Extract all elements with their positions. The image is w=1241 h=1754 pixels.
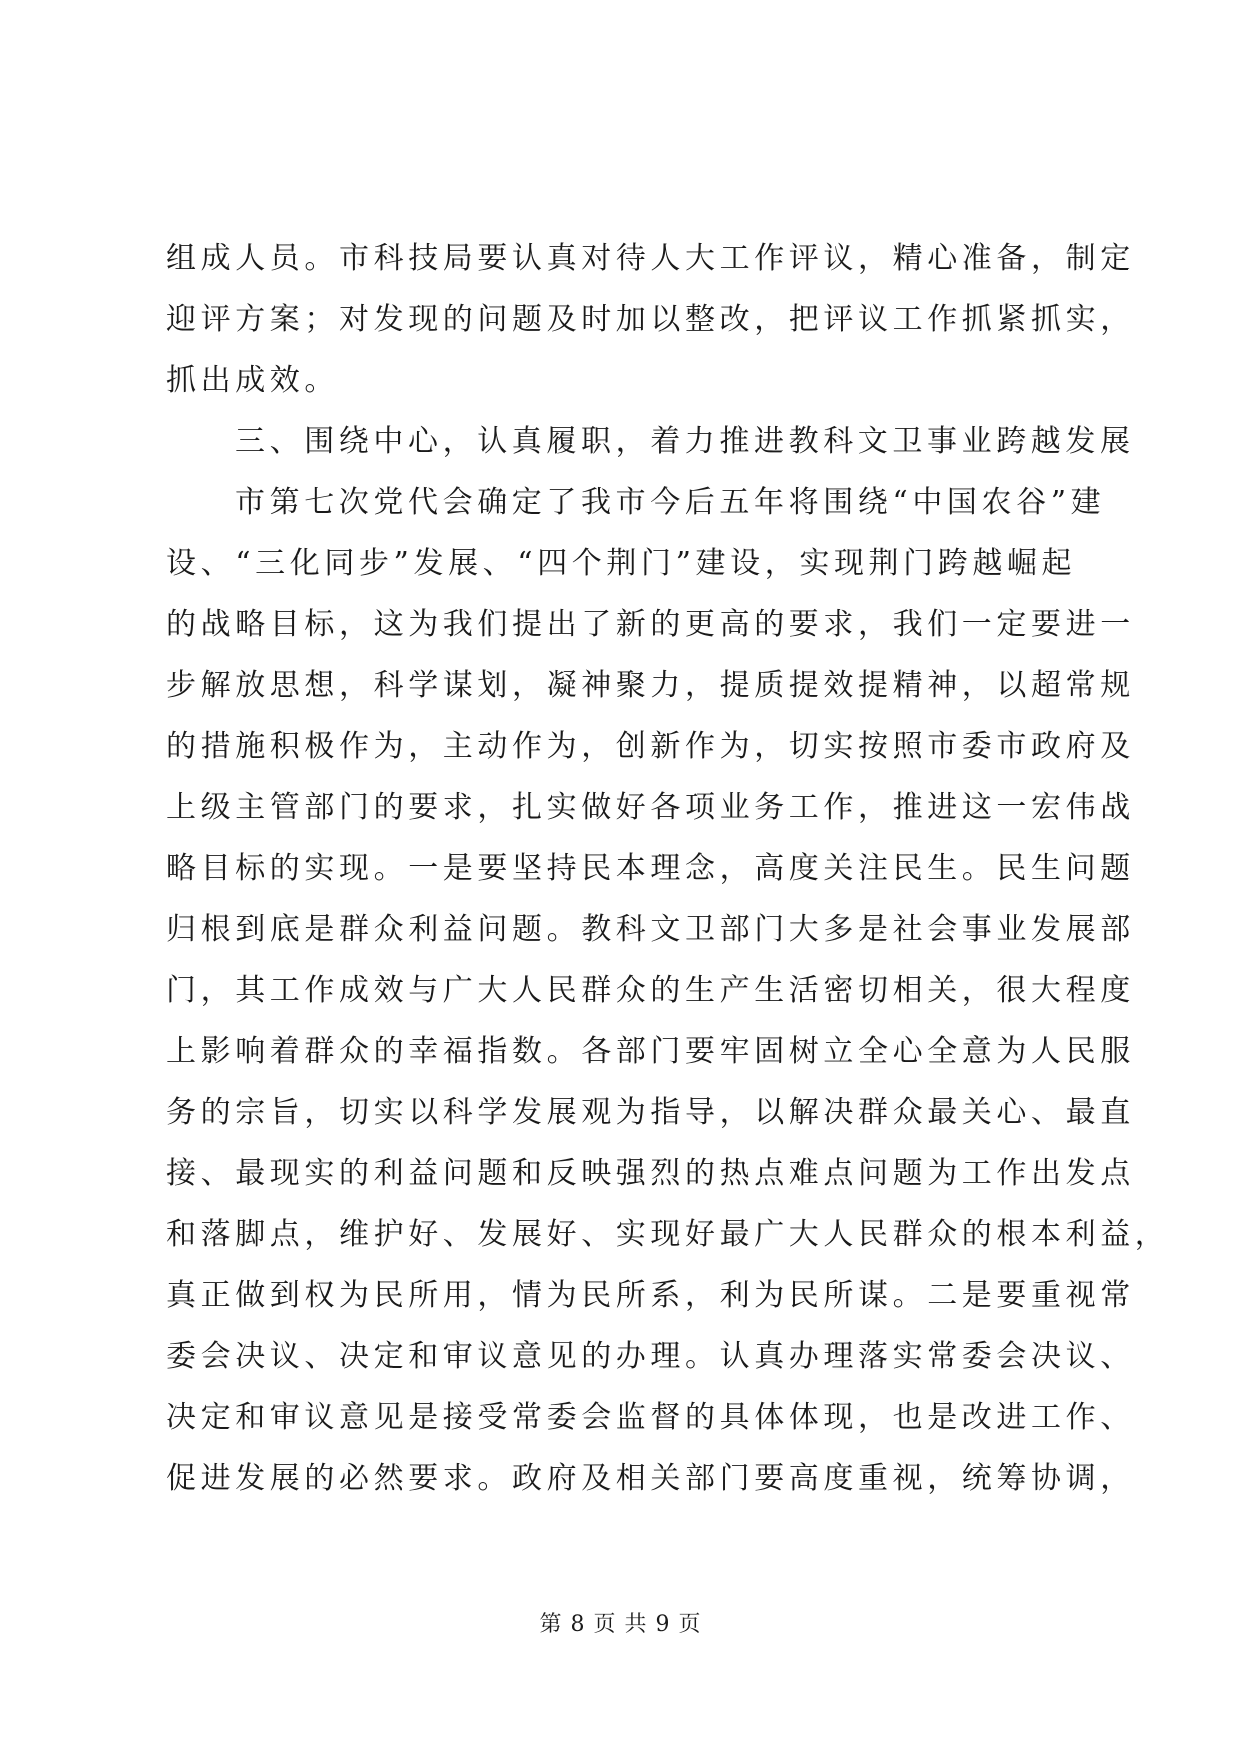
page-footer: 第 8 页 共 9 页 [539,1612,702,1637]
text-line: 门，其工作成效与广大人民群众的生产生活密切相关，很大程度 [166,973,1135,1008]
text-line: 的措施积极作为，主动作为，创新作为，切实按照市委市政府及 [166,729,1135,764]
text-line: 上级主管部门的要求，扎实做好各项业务工作，推进这一宏伟战 [166,790,1135,825]
text-line: 上影响着群众的幸福指数。各部门要牢固树立全心全意为人民服 [166,1034,1135,1069]
text-line: 的战略目标，这为我们提出了新的更高的要求，我们一定要进一 [166,607,1135,642]
text-line: 设、“三化同步”发展、“四个荆门”建设，实现荆门跨越崛起 [166,546,1077,581]
text-line: 委会决议、决定和审议意见的办理。认真办理落实常委会决议、 [166,1339,1135,1374]
text-line: 步解放思想，科学谋划，凝神聚力，提质提效提精神，以超常规 [166,668,1135,703]
text-line: 真正做到权为民所用，情为民所系，利为民所谋。二是要重视常 [166,1278,1135,1313]
text-line: 务的宗旨，切实以科学发展观为指导，以解决群众最关心、最直 [166,1095,1135,1130]
text-line: 市第七次党代会确定了我市今后五年将围绕“中国农谷”建 [235,485,1106,520]
text-line: 决定和审议意见是接受常委会监督的具体体现，也是改进工作、 [166,1400,1135,1435]
text-line: 抓出成效。 [166,363,339,398]
text-line: 略目标的实现。一是要坚持民本理念，高度关注民生。民生问题 [166,851,1135,886]
text-line: 组成人员。市科技局要认真对待人大工作评议，精心准备，制定 [166,241,1135,276]
body-text [166,228,1170,1509]
text-line: 接、最现实的利益问题和反映强烈的热点难点问题为工作出发点 [166,1156,1135,1191]
text-line: 迎评方案；对发现的问题及时加以整改，把评议工作抓紧抓实， [166,302,1135,337]
text-line: 和落脚点，维护好、发展好、实现好最广大人民群众的根本利益， [166,1217,1170,1252]
text-line: 归根到底是群众利益问题。教科文卫部门大多是社会事业发展部 [166,912,1135,947]
text-line: 促进发展的必然要求。政府及相关部门要高度重视，统筹协调， [166,1461,1135,1496]
text-line: 三、围绕中心，认真履职，着力推进教科文卫事业跨越发展 [235,424,1135,459]
